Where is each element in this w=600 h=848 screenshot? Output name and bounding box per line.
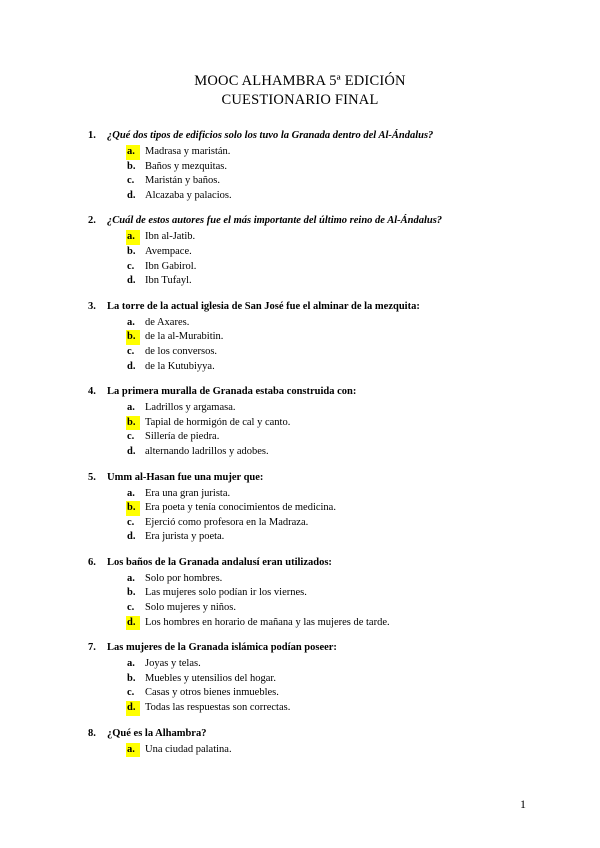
answer-option: [88, 316, 568, 331]
question-heading: [88, 641, 568, 655]
answer-option: [88, 616, 568, 631]
answer-letter: a.: [127, 402, 135, 414]
answer-letter: c.: [127, 431, 135, 443]
question-heading: [88, 300, 568, 314]
answer-text: Ibn al-Jatib.: [145, 231, 196, 243]
answer-text: Era jurista y poeta.: [145, 531, 225, 543]
answer-text: de la Kutubiyya.: [145, 360, 215, 372]
answer-option: [88, 416, 568, 431]
answer-option: [88, 274, 568, 289]
question-text: ¿Qué es la Alhambra?: [107, 727, 207, 739]
answer-option: [88, 330, 568, 345]
highlighted-answer-letter: a.: [126, 743, 140, 758]
question-heading: [88, 556, 568, 570]
answer-text: de los conversos.: [145, 345, 218, 357]
answer-text: Las mujeres solo podían ir los viernes.: [145, 587, 307, 599]
answer-text: Ladrillos y argamasa.: [145, 402, 236, 414]
answer-letter: b.: [127, 160, 136, 172]
answer-options: [88, 572, 568, 630]
answer-option: [88, 145, 568, 160]
highlighted-answer-letter: a.: [126, 145, 140, 160]
answer-option: [88, 530, 568, 545]
question-number: 3.: [88, 300, 96, 312]
answer-option: [88, 572, 568, 587]
answer-text: Avempace.: [145, 245, 192, 257]
question-3: [88, 300, 568, 374]
document-subtitle: CUESTIONARIO FINAL: [221, 92, 379, 108]
answer-text: Baños y mezquitas.: [145, 160, 227, 172]
answer-letter: b.: [127, 672, 136, 684]
answer-text: Los hombres en horario de mañana y las mujeres de tarde.: [145, 616, 390, 628]
answer-text: Sillería de piedra.: [145, 431, 220, 443]
answer-letter: d.: [127, 445, 136, 457]
answer-option: [88, 174, 568, 189]
answer-options: [88, 401, 568, 459]
question-text: Las mujeres de la Granada islámica podían poseer:: [107, 642, 337, 654]
answer-option: [88, 686, 568, 701]
answer-option: [88, 601, 568, 616]
highlighted-answer-letter: a.: [126, 230, 140, 245]
answer-options: [88, 316, 568, 374]
answer-options: [88, 145, 568, 203]
answer-letter: c.: [127, 345, 135, 357]
question-text: ¿Cuál de estos autores fue el más importante del último reino de Al-Ándalus?: [107, 215, 443, 227]
answer-text: Maristán y baños.: [145, 175, 220, 187]
question-heading: [88, 727, 568, 741]
document-title: MOOC ALHAMBRA 5ª EDICIÓN: [194, 73, 406, 89]
highlighted-answer-letter: b.: [126, 330, 140, 345]
answer-option: [88, 230, 568, 245]
question-heading: [88, 471, 568, 485]
question-1: [88, 129, 568, 203]
highlighted-answer-letter: d.: [126, 701, 140, 716]
answer-text: de la al-Murabitin.: [145, 331, 224, 343]
answer-option: [88, 516, 568, 531]
answer-text: Solo mujeres y niños.: [145, 602, 236, 614]
answer-text: Alcazaba y palacios.: [145, 189, 232, 201]
question-text: Los baños de la Granada andalusí eran utilizados:: [107, 556, 332, 568]
question-number: 4.: [88, 386, 96, 398]
answer-letter: c.: [127, 260, 135, 272]
highlighted-answer-letter: d.: [126, 616, 140, 631]
answer-text: Ibn Tufayl.: [145, 275, 192, 287]
question-text: Umm al-Hasan fue una mujer que:: [107, 471, 264, 483]
answer-option: [88, 401, 568, 416]
answer-letter: d.: [127, 531, 136, 543]
answer-letter: c.: [127, 602, 135, 614]
answer-text: Muebles y utensilios del hogar.: [145, 672, 276, 684]
question-7: [88, 641, 568, 715]
question-text: La primera muralla de Granada estaba construida con:: [107, 386, 357, 398]
answer-option: [88, 743, 568, 758]
answer-option: [88, 360, 568, 375]
answer-letter: a.: [127, 572, 135, 584]
answer-text: Joyas y telas.: [145, 658, 201, 670]
answer-options: [88, 487, 568, 545]
answer-option: [88, 701, 568, 716]
answer-option: [88, 586, 568, 601]
question-number: 6.: [88, 556, 96, 568]
highlighted-answer-letter: b.: [126, 501, 140, 516]
answer-text: de Axares.: [145, 316, 190, 328]
answer-letter: d.: [127, 360, 136, 372]
answer-letter: c.: [127, 175, 135, 187]
answer-letter: c.: [127, 516, 135, 528]
question-number: 1.: [88, 130, 96, 141]
answer-letter: a.: [127, 487, 135, 499]
question-8: [88, 727, 568, 758]
answer-letter: b.: [127, 587, 136, 599]
page-number: 1: [520, 797, 526, 811]
answer-option: [88, 245, 568, 260]
question-5: [88, 471, 568, 545]
answer-text: Madrasa y maristán.: [145, 146, 231, 157]
answer-options: [88, 743, 568, 758]
answer-option: [88, 501, 568, 516]
answer-options: [88, 230, 568, 288]
question-list: [88, 129, 568, 768]
answer-options: [88, 657, 568, 715]
answer-option: [88, 189, 568, 204]
answer-option: [88, 260, 568, 275]
answer-option: [88, 445, 568, 460]
question-text: La torre de la actual iglesia de San José fue el alminar de la mezquita:: [107, 300, 420, 312]
question-number: 8.: [88, 727, 96, 739]
answer-option: [88, 430, 568, 445]
answer-option: [88, 487, 568, 502]
answer-letter: b.: [127, 245, 136, 257]
answer-text: Ejerció como profesora en la Madraza.: [145, 516, 309, 528]
question-text: ¿Qué dos tipos de edificios solo los tuvo la Granada dentro del Al-Ándalus?: [107, 130, 434, 141]
answer-text: Ibn Gabirol.: [145, 260, 197, 272]
answer-text: Era poeta y tenía conocimientos de medicina.: [145, 502, 336, 514]
answer-text: Solo por hombres.: [145, 572, 223, 584]
question-heading: [88, 129, 568, 143]
answer-letter: a.: [127, 316, 135, 328]
answer-letter: d.: [127, 189, 136, 201]
question-6: [88, 556, 568, 630]
question-number: 2.: [88, 215, 96, 227]
answer-option: [88, 345, 568, 360]
answer-option: [88, 657, 568, 672]
answer-option: [88, 160, 568, 175]
question-number: 5.: [88, 471, 96, 483]
highlighted-answer-letter: b.: [126, 416, 140, 431]
answer-text: Una ciudad palatina.: [145, 743, 232, 755]
answer-text: Era una gran jurista.: [145, 487, 231, 499]
answer-text: Casas y otros bienes inmuebles.: [145, 687, 279, 699]
answer-letter: c.: [127, 687, 135, 699]
question-heading: [88, 214, 568, 228]
question-heading: [88, 385, 568, 399]
answer-letter: a.: [127, 658, 135, 670]
answer-text: Tapial de hormigón de cal y canto.: [145, 416, 291, 428]
answer-letter: d.: [127, 275, 136, 287]
question-number: 7.: [88, 642, 96, 654]
question-4: [88, 385, 568, 459]
answer-text: alternando ladrillos y adobes.: [145, 445, 269, 457]
answer-option: [88, 672, 568, 687]
answer-text: Todas las respuestas son correctas.: [145, 702, 291, 714]
question-2: [88, 214, 568, 288]
